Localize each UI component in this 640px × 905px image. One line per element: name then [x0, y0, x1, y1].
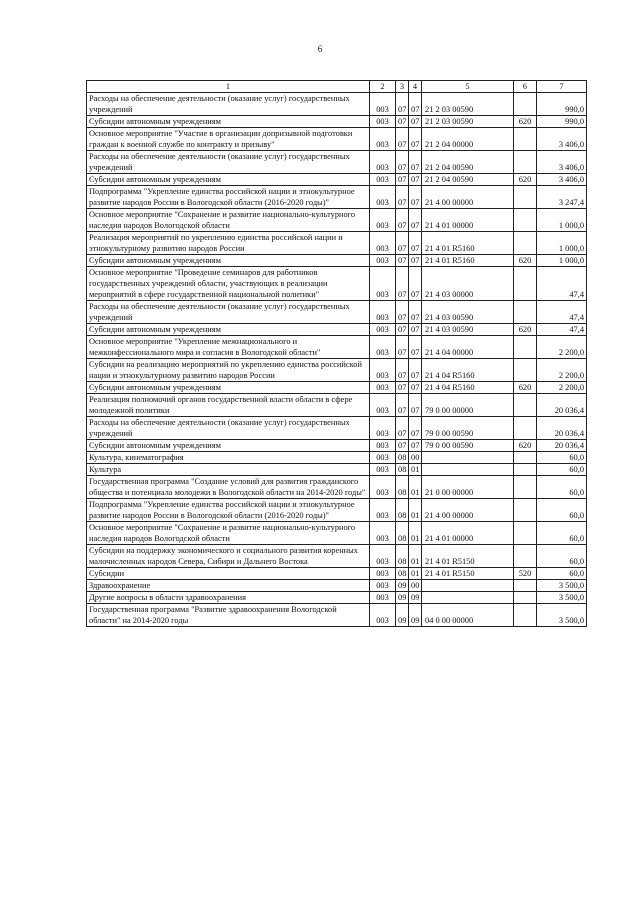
row-expense-type-cell: 620 [514, 382, 537, 394]
row-amount-cell: 60,0 [537, 522, 587, 545]
table-row [87, 476, 587, 499]
row-subsection-cell: 07 [409, 417, 422, 440]
table-row [87, 382, 587, 394]
row-section-cell: 07 [396, 174, 409, 186]
page-number: 6 [317, 44, 323, 54]
row-name-cell: Культура, кинематография [87, 452, 370, 464]
row-subsection-cell: 07 [409, 93, 422, 116]
row-subsection-cell: 07 [409, 174, 422, 186]
row-expense-type-cell [514, 336, 537, 359]
row-expense-type-cell: 620 [514, 440, 537, 452]
row-expense-type-cell [514, 417, 537, 440]
row-target-cell: 21 4 01 00000 [422, 209, 514, 232]
table-row [87, 452, 587, 464]
row-target-cell: 21 4 01 R5160 [422, 232, 514, 255]
table-row [87, 324, 587, 336]
row-target-cell: 21 2 04 00590 [422, 174, 514, 186]
row-target-cell: 21 2 03 00590 [422, 93, 514, 116]
row-amount-cell: 60,0 [537, 568, 587, 580]
row-subsection-cell: 07 [409, 232, 422, 255]
row-name-cell: Субсидии автономным учреждениям [87, 324, 370, 336]
row-name-cell: Субсидии автономным учреждениям [87, 382, 370, 394]
row-subsection-cell: 07 [409, 359, 422, 382]
row-subsection-cell: 01 [409, 476, 422, 499]
row-amount-cell: 60,0 [537, 464, 587, 476]
row-amount-cell: 1 000,0 [537, 255, 587, 267]
row-target-cell: 21 4 03 00590 [422, 301, 514, 324]
row-name-cell: Субсидии [87, 568, 370, 580]
row-expense-type-cell [514, 301, 537, 324]
table-row [87, 232, 587, 255]
row-ministry-cell: 003 [370, 324, 396, 336]
row-name-cell: Реализация полномочий органов государственной власти области в сфере молодежной политики [87, 394, 370, 417]
row-section-cell: 09 [396, 604, 409, 627]
row-section-cell: 08 [396, 522, 409, 545]
row-expense-type-cell [514, 545, 537, 568]
row-amount-cell: 3 500,0 [537, 604, 587, 627]
row-section-cell: 07 [396, 301, 409, 324]
row-subsection-cell: 07 [409, 255, 422, 267]
row-subsection-cell: 07 [409, 301, 422, 324]
table-row [87, 174, 587, 186]
table-row [87, 267, 587, 301]
row-section-cell: 09 [396, 580, 409, 592]
row-subsection-cell: 00 [409, 452, 422, 464]
row-subsection-cell: 07 [409, 267, 422, 301]
table-row [87, 116, 587, 128]
row-section-cell: 07 [396, 336, 409, 359]
header-cell: 2 [370, 81, 396, 93]
row-section-cell: 08 [396, 452, 409, 464]
row-section-cell: 09 [396, 592, 409, 604]
row-expense-type-cell [514, 359, 537, 382]
row-amount-cell: 47,4 [537, 267, 587, 301]
row-amount-cell: 60,0 [537, 545, 587, 568]
row-expense-type-cell [514, 476, 537, 499]
row-ministry-cell: 003 [370, 592, 396, 604]
row-target-cell: 79 0 00 00590 [422, 417, 514, 440]
row-amount-cell: 1 000,0 [537, 209, 587, 232]
row-ministry-cell: 003 [370, 209, 396, 232]
row-name-cell: Культура [87, 464, 370, 476]
row-expense-type-cell: 520 [514, 568, 537, 580]
row-amount-cell: 3 406,0 [537, 128, 587, 151]
row-amount-cell: 47,4 [537, 301, 587, 324]
row-section-cell: 07 [396, 359, 409, 382]
row-name-cell: Подпрограмма "Укрепление единства российской нации и этнокультурное развитие народов России в Вологодской области (2016-2020 годы)" [87, 499, 370, 522]
row-amount-cell: 20 036,4 [537, 417, 587, 440]
table-row [87, 499, 587, 522]
row-amount-cell: 20 036,4 [537, 440, 587, 452]
row-name-cell: Основное мероприятие "Укрепление межнационального и межконфессионального мира и согласия в Вологодской области" [87, 336, 370, 359]
table-header-row [87, 81, 587, 93]
row-name-cell: Расходы на обеспечение деятельности (оказание услуг) государственных учреждений [87, 417, 370, 440]
row-name-cell: Расходы на обеспечение деятельности (оказание услуг) государственных учреждений [87, 301, 370, 324]
row-subsection-cell: 07 [409, 394, 422, 417]
row-name-cell: Основное мероприятие "Сохранение и развитие национально-культурного наследия народов Вологодской области [87, 522, 370, 545]
row-target-cell: 21 2 04 00000 [422, 128, 514, 151]
row-expense-type-cell [514, 232, 537, 255]
row-expense-type-cell [514, 151, 537, 174]
row-target-cell: 79 0 00 00590 [422, 440, 514, 452]
row-ministry-cell: 003 [370, 186, 396, 209]
row-name-cell: Здравоохранение [87, 580, 370, 592]
table-row [87, 592, 587, 604]
row-ministry-cell: 003 [370, 232, 396, 255]
row-amount-cell: 990,0 [537, 93, 587, 116]
row-name-cell: Субсидии на поддержку экономического и социального развития коренных малочисленных народов Севера, Сибири и Дальнего Востока [87, 545, 370, 568]
row-subsection-cell: 07 [409, 440, 422, 452]
row-ministry-cell: 003 [370, 151, 396, 174]
row-ministry-cell: 003 [370, 522, 396, 545]
row-subsection-cell: 07 [409, 151, 422, 174]
row-target-cell: 21 4 03 00590 [422, 324, 514, 336]
row-amount-cell: 47,4 [537, 324, 587, 336]
row-subsection-cell: 01 [409, 522, 422, 545]
row-section-cell: 08 [396, 476, 409, 499]
row-section-cell: 07 [396, 209, 409, 232]
header-cell: 4 [409, 81, 422, 93]
header-cell: 7 [537, 81, 587, 93]
row-name-cell: Подпрограмма "Укрепление единства российской нации и этнокультурное развитие народов России в Вологодской области (2016-2020 годы)" [87, 186, 370, 209]
row-ministry-cell: 003 [370, 93, 396, 116]
row-ministry-cell: 003 [370, 452, 396, 464]
row-target-cell [422, 452, 514, 464]
row-target-cell: 21 2 03 00590 [422, 116, 514, 128]
row-expense-type-cell [514, 128, 537, 151]
row-target-cell: 21 4 03 00000 [422, 267, 514, 301]
row-subsection-cell: 07 [409, 186, 422, 209]
row-target-cell: 21 4 01 R5150 [422, 545, 514, 568]
row-section-cell: 08 [396, 545, 409, 568]
row-section-cell: 08 [396, 568, 409, 580]
row-name-cell: Государственная программа "Развитие здравоохранения Вологодской области" на 2014-2020 годы [87, 604, 370, 627]
table-row [87, 255, 587, 267]
row-name-cell: Государственная программа "Создание условий для развития гражданского общества и потенциала молодежи в Вологодской области на 2014-2020 годы" [87, 476, 370, 499]
row-amount-cell: 2 200,0 [537, 359, 587, 382]
row-target-cell [422, 592, 514, 604]
row-subsection-cell: 01 [409, 464, 422, 476]
row-ministry-cell: 003 [370, 382, 396, 394]
row-ministry-cell: 003 [370, 128, 396, 151]
row-subsection-cell: 07 [409, 128, 422, 151]
row-ministry-cell: 003 [370, 604, 396, 627]
row-expense-type-cell [514, 267, 537, 301]
row-amount-cell: 3 500,0 [537, 592, 587, 604]
row-name-cell: Другие вопросы в области здравоохранения [87, 592, 370, 604]
row-subsection-cell: 01 [409, 568, 422, 580]
row-ministry-cell: 003 [370, 464, 396, 476]
row-target-cell: 21 4 01 00000 [422, 522, 514, 545]
row-amount-cell: 60,0 [537, 476, 587, 499]
row-target-cell: 21 4 04 00000 [422, 336, 514, 359]
row-amount-cell: 60,0 [537, 499, 587, 522]
table-row [87, 301, 587, 324]
row-ministry-cell: 003 [370, 440, 396, 452]
row-section-cell: 07 [396, 417, 409, 440]
row-expense-type-cell [514, 452, 537, 464]
row-subsection-cell: 01 [409, 499, 422, 522]
row-ministry-cell: 003 [370, 499, 396, 522]
row-expense-type-cell: 620 [514, 174, 537, 186]
row-target-cell: 04 0 00 00000 [422, 604, 514, 627]
row-name-cell: Расходы на обеспечение деятельности (оказание услуг) государственных учреждений [87, 151, 370, 174]
row-section-cell: 07 [396, 324, 409, 336]
row-amount-cell: 2 200,0 [537, 382, 587, 394]
row-target-cell [422, 464, 514, 476]
row-subsection-cell: 09 [409, 592, 422, 604]
table-row [87, 336, 587, 359]
header-cell: 3 [396, 81, 409, 93]
header-cell: 1 [87, 81, 370, 93]
row-section-cell: 07 [396, 128, 409, 151]
table-row [87, 359, 587, 382]
row-target-cell: 21 4 01 R5150 [422, 568, 514, 580]
row-ministry-cell: 003 [370, 476, 396, 499]
row-section-cell: 07 [396, 255, 409, 267]
row-ministry-cell: 003 [370, 568, 396, 580]
row-subsection-cell: 07 [409, 336, 422, 359]
row-subsection-cell: 07 [409, 382, 422, 394]
row-target-cell: 79 0 00 00000 [422, 394, 514, 417]
row-target-cell: 21 4 00 00000 [422, 499, 514, 522]
row-ministry-cell: 003 [370, 545, 396, 568]
row-ministry-cell: 003 [370, 116, 396, 128]
row-ministry-cell: 003 [370, 267, 396, 301]
row-amount-cell: 1 000,0 [537, 232, 587, 255]
row-ministry-cell: 003 [370, 255, 396, 267]
row-amount-cell: 20 036,4 [537, 394, 587, 417]
table-row [87, 580, 587, 592]
row-target-cell: 21 2 04 00590 [422, 151, 514, 174]
row-subsection-cell: 07 [409, 116, 422, 128]
row-ministry-cell: 003 [370, 417, 396, 440]
table-row [87, 394, 587, 417]
row-name-cell: Субсидии на реализацию мероприятий по укреплению единства российской нации и этнокультурному развитию народов России [87, 359, 370, 382]
row-target-cell: 21 4 04 R5160 [422, 382, 514, 394]
table-row [87, 568, 587, 580]
table-row [87, 209, 587, 232]
row-subsection-cell: 01 [409, 545, 422, 568]
row-ministry-cell: 003 [370, 174, 396, 186]
table-row [87, 545, 587, 568]
row-subsection-cell: 07 [409, 209, 422, 232]
row-expense-type-cell: 620 [514, 324, 537, 336]
row-section-cell: 07 [396, 116, 409, 128]
row-ministry-cell: 003 [370, 359, 396, 382]
row-ministry-cell: 003 [370, 336, 396, 359]
table-body [87, 81, 587, 627]
row-name-cell: Субсидии автономным учреждениям [87, 440, 370, 452]
row-target-cell: 21 4 04 R5160 [422, 359, 514, 382]
row-section-cell: 07 [396, 267, 409, 301]
table-row [87, 128, 587, 151]
table-row [87, 186, 587, 209]
row-section-cell: 07 [396, 151, 409, 174]
row-expense-type-cell: 620 [514, 255, 537, 267]
row-name-cell: Реализация мероприятий по укреплению единства российской нации и этнокультурному развитию народов России [87, 232, 370, 255]
row-expense-type-cell [514, 93, 537, 116]
row-ministry-cell: 003 [370, 580, 396, 592]
table-row [87, 604, 587, 627]
table-row [87, 417, 587, 440]
row-expense-type-cell: 620 [514, 116, 537, 128]
row-name-cell: Основное мероприятие "Участие в организации допризывной подготовки граждан к военной службе по контракту и призыву" [87, 128, 370, 151]
row-section-cell: 08 [396, 464, 409, 476]
header-cell: 5 [422, 81, 514, 93]
row-name-cell: Расходы на обеспечение деятельности (оказание услуг) государственных учреждений [87, 93, 370, 116]
table-row [87, 93, 587, 116]
row-name-cell: Субсидии автономным учреждениям [87, 255, 370, 267]
row-amount-cell: 60,0 [537, 452, 587, 464]
row-subsection-cell: 00 [409, 580, 422, 592]
table-row [87, 440, 587, 452]
row-section-cell: 07 [396, 232, 409, 255]
row-target-cell: 21 4 01 R5160 [422, 255, 514, 267]
row-section-cell: 08 [396, 499, 409, 522]
row-expense-type-cell [514, 604, 537, 627]
row-ministry-cell: 003 [370, 301, 396, 324]
row-amount-cell: 3 247,4 [537, 186, 587, 209]
row-expense-type-cell [514, 592, 537, 604]
table-row [87, 522, 587, 545]
row-section-cell: 07 [396, 382, 409, 394]
row-name-cell: Субсидии автономным учреждениям [87, 174, 370, 186]
row-amount-cell: 2 200,0 [537, 336, 587, 359]
row-amount-cell: 3 406,0 [537, 174, 587, 186]
row-expense-type-cell [514, 522, 537, 545]
row-expense-type-cell [514, 464, 537, 476]
row-expense-type-cell [514, 580, 537, 592]
row-section-cell: 07 [396, 440, 409, 452]
row-name-cell: Субсидии автономным учреждениям [87, 116, 370, 128]
row-target-cell [422, 580, 514, 592]
row-section-cell: 07 [396, 186, 409, 209]
row-expense-type-cell [514, 499, 537, 522]
row-ministry-cell: 003 [370, 394, 396, 417]
table-row [87, 151, 587, 174]
row-section-cell: 07 [396, 394, 409, 417]
row-expense-type-cell [514, 209, 537, 232]
row-name-cell: Основное мероприятие "Сохранение и развитие национально-культурного наследия народов Вологодской области [87, 209, 370, 232]
row-subsection-cell: 09 [409, 604, 422, 627]
table-row [87, 464, 587, 476]
row-name-cell: Основное мероприятие "Проведение семинаров для работников государственных учреждений области, участвующих в реализации мероприятий в сфере государственной национальной политики" [87, 267, 370, 301]
row-target-cell: 21 4 00 00000 [422, 186, 514, 209]
row-subsection-cell: 07 [409, 324, 422, 336]
row-amount-cell: 3 500,0 [537, 580, 587, 592]
budget-table [86, 80, 587, 627]
row-section-cell: 07 [396, 93, 409, 116]
row-expense-type-cell [514, 394, 537, 417]
row-expense-type-cell [514, 186, 537, 209]
row-target-cell: 21 0 00 00000 [422, 476, 514, 499]
row-amount-cell: 990,0 [537, 116, 587, 128]
row-amount-cell: 3 406,0 [537, 151, 587, 174]
header-cell: 6 [514, 81, 537, 93]
